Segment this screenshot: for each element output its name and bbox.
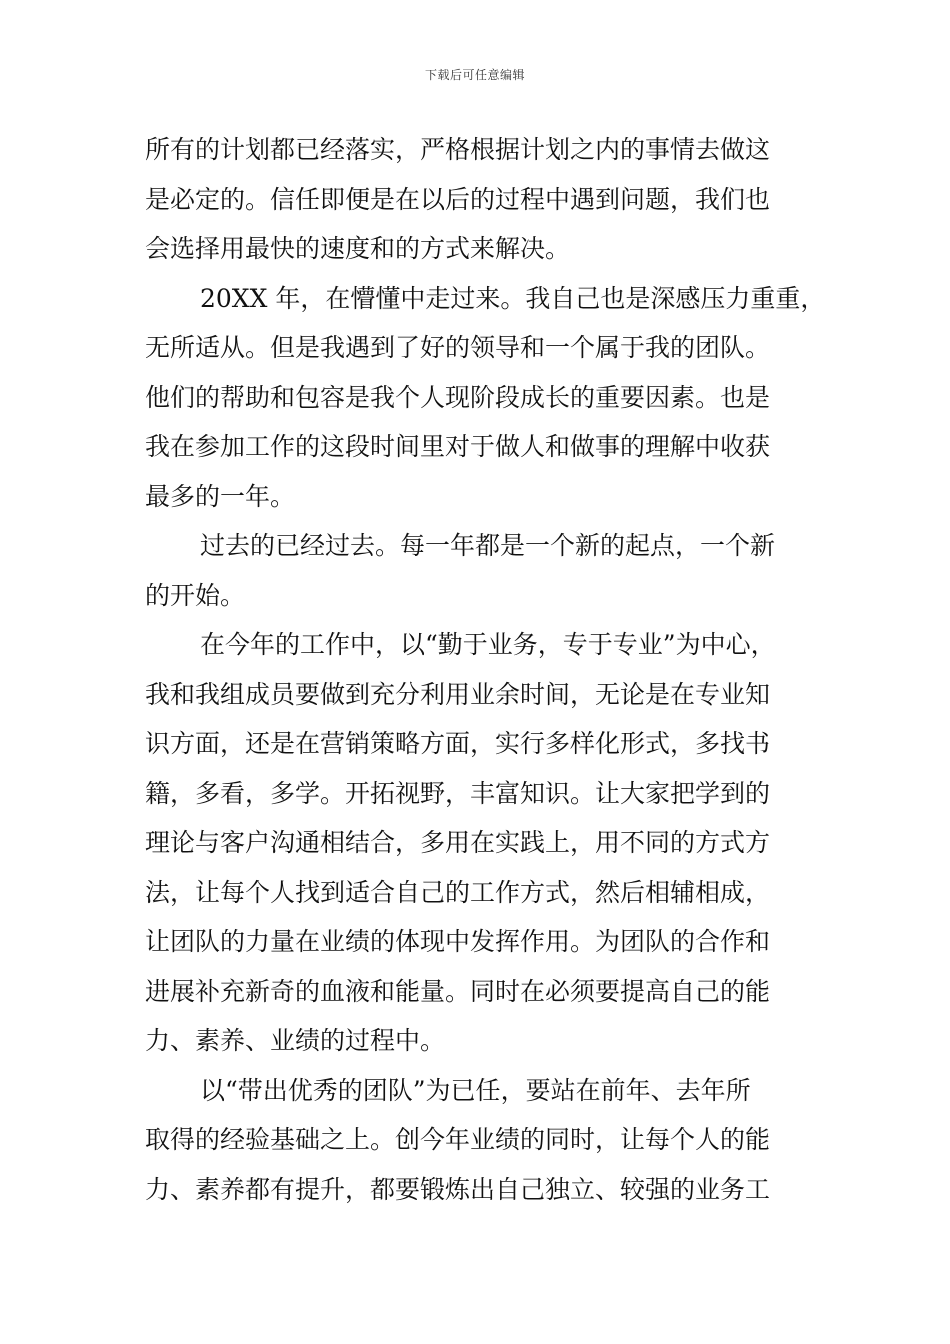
text-line: 过去的已经过去。每一年都是一个新的起点，一个新: [200, 531, 776, 560]
text-line: 20XX 年，在懵懂中走过来。我自己也是深感压力重重，: [200, 283, 826, 313]
text-line: 进展补充新奇的血液和能量。同时在必须要提高自己的能: [145, 976, 771, 1006]
text-line: 所有的计划都已经落实，严格根据计划之内的事情去做这: [145, 135, 771, 164]
text-line: 力、素养都有提升，都要锻炼出自己独立、较强的业务工: [145, 1174, 771, 1204]
page-header: 下载后可任意编辑: [424, 68, 525, 82]
text-line: 识方面，还是在营销策略方面，实行多样化形式，多找书: [145, 729, 771, 758]
text-line: 的开始。: [145, 580, 246, 610]
text-line: 在今年的工作中，以“勤于业务，专于专业”为中心，: [200, 630, 776, 659]
text-line: 我和我组成员要做到充分利用业余时间，无论是在专业知: [145, 679, 771, 709]
text-line: 理论与客户沟通相结合，多用在实践上，用不同的方式方: [145, 828, 771, 857]
text-line: 他们的帮助和包容是我个人现阶段成长的重要因素。也是: [145, 382, 771, 412]
text-line: 最多的一年。: [145, 481, 296, 511]
text-line: 我在参加工作的这段时间里对于做人和做事的理解中收获: [145, 432, 771, 461]
text-line: 力、素养、业绩的过程中。: [145, 1026, 446, 1055]
text-line: 无所适从。但是我遇到了好的领导和一个属于我的团队。: [145, 333, 771, 362]
text-line: 取得的经验基础之上。创今年业绩的同时，让每个人的能: [145, 1125, 771, 1154]
text-line: 籍，多看，多学。开拓视野，丰富知识。让大家把学到的: [145, 778, 771, 808]
text-line: 会选择用最快的速度和的方式来解决。: [145, 234, 571, 263]
text-line: 让团队的力量在业绩的体现中发挥作用。为团队的合作和: [145, 927, 771, 956]
body-text: [145, 125, 826, 1214]
text-line: 是必定的。信任即便是在以后的过程中遇到问题，我们也: [145, 184, 771, 214]
text-line: 法，让每个人找到适合自己的工作方式，然后相辅相成，: [145, 877, 771, 907]
text-line: 以“带出优秀的团队”为已任，要站在前年、去年所: [200, 1075, 751, 1105]
